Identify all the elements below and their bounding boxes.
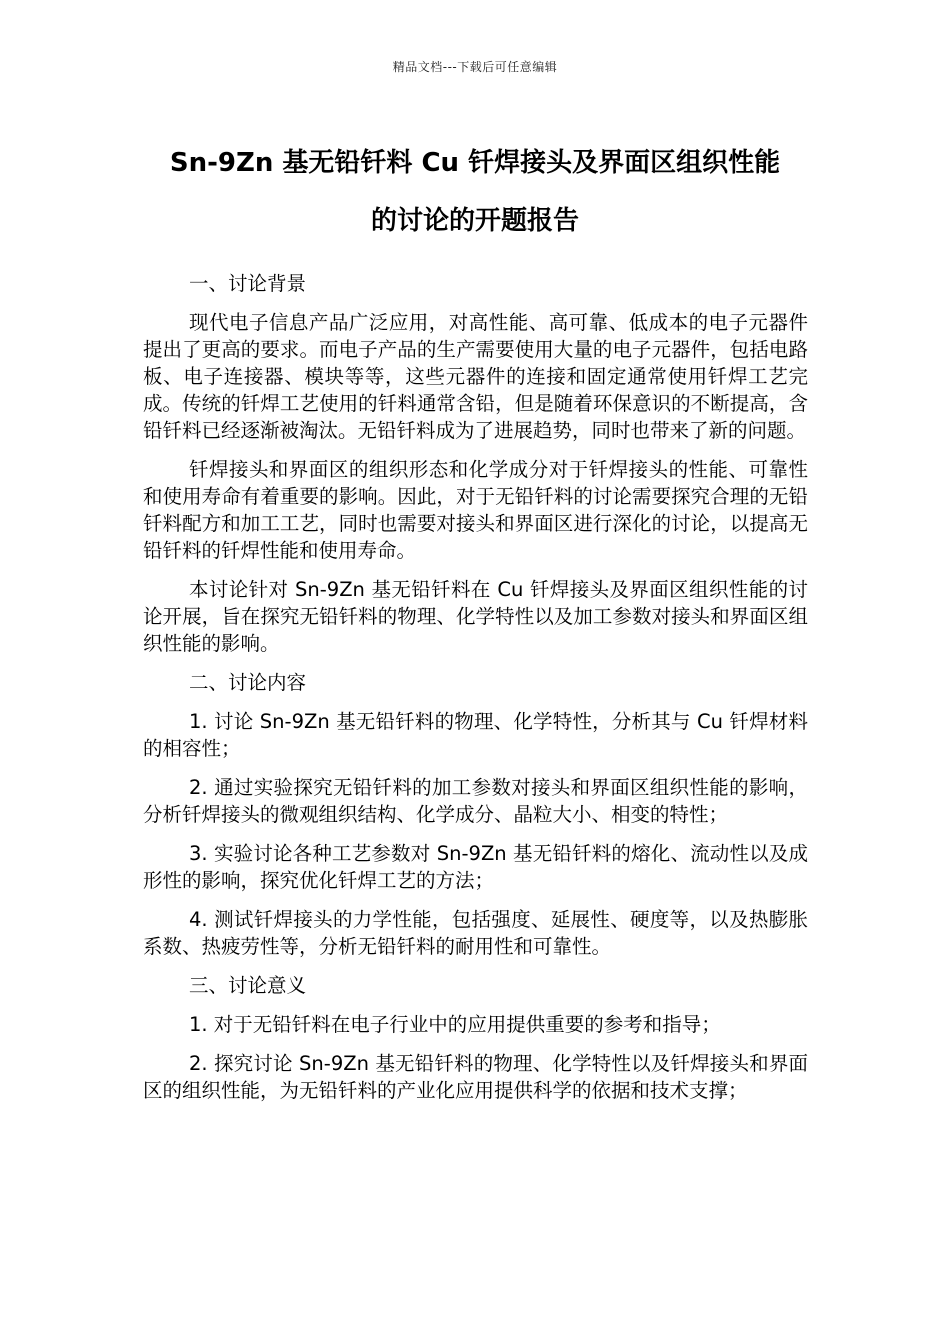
significance-item-2: 2. 探究讨论 Sn-9Zn 基无铅钎料的物理、化学特性以及钎焊接头和界面区的组织性能，为无铅钎料的产业化应用提供科学的依据和技术支撑； [143,1052,808,1102]
content-item-4: 4. 测试钎焊接头的力学性能，包括强度、延展性、硬度等，以及热膨胀系数、热疲劳性等，分析无铅钎料的耐用性和可靠性。 [143,908,808,958]
content-item-3: 3. 实验讨论各种工艺参数对 Sn-9Zn 基无铅钎料的熔化、流动性以及成形性的影响，探究优化钎焊工艺的方法； [143,842,808,892]
section-heading-background: 一、讨论背景 [189,272,307,295]
header-note: 精品文档---下载后可任意编辑 [392,60,558,74]
title-line-1: Sn-9Zn 基无铅钎料 Cu 钎焊接头及界面区组织性能 [169,148,781,178]
paragraph-background-1: 现代电子信息产品广泛应用，对高性能、高可靠、低成本的电子元器件提出了更高的要求。而电子产品的生产需要使用大量的电子元器件，包括电路板、电子连接器、模块等等，这些元器件的连接和固定通常使用钎焊工艺完成。传统的钎焊工艺使用的钎料通常含铅，但是随着环保意识的不断提高，含铅钎料已经逐渐被淘汰。无铅钎料成为了进展趋势，同时也带来了新的问题。 [143,311,808,442]
section-heading-significance: 三、讨论意义 [189,974,307,997]
content-item-1: 1. 讨论 Sn-9Zn 基无铅钎料的物理、化学特性，分析其与 Cu 钎焊材料的相容性； [143,710,808,760]
significance-item-1: 1. 对于无铅钎料在电子行业中的应用提供重要的参考和指导； [189,1013,721,1036]
title-line-2: 的讨论的开题报告 [370,206,579,236]
section-heading-content: 二、讨论内容 [189,671,307,694]
document-body [143,270,808,1116]
document-title [140,134,810,250]
paragraph-background-2: 钎焊接头和界面区的组织形态和化学成分对于钎焊接头的性能、可靠性和使用寿命有着重要的影响。因此，对于无铅钎料的讨论需要探究合理的无铅钎料配方和加工工艺，同时也需要对接头和界面区进行深化的讨论，以提高无铅钎料的钎焊性能和使用寿命。 [143,458,808,562]
paragraph-background-3: 本讨论针对 Sn-9Zn 基无铅钎料在 Cu 钎焊接头及界面区组织性能的讨论开展，旨在探究无铅钎料的物理、化学特性以及加工参数对接头和界面区组织性能的影响。 [143,578,808,655]
content-item-2: 2. 通过实验探究无铅钎料的加工参数对接头和界面区组织性能的影响，分析钎焊接头的微观组织结构、化学成分、晶粒大小、相变的特性； [143,776,808,826]
